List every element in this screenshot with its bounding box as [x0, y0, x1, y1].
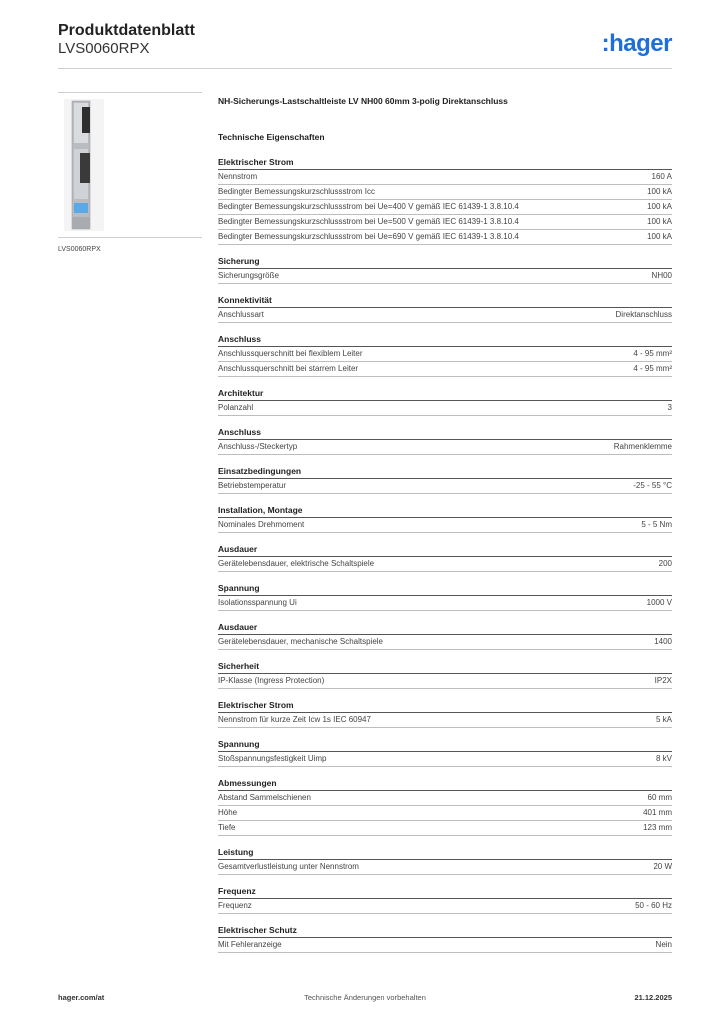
spec-label: Nominales Drehmoment — [218, 520, 305, 529]
spec-row — [218, 308, 672, 323]
footer-date: 21.12.2025 — [634, 993, 672, 1002]
spec-row — [218, 860, 672, 875]
spec-row — [218, 170, 672, 185]
spec-value: 100 kA — [647, 187, 672, 196]
spec-label: Gerätelebensdauer, mechanische Schaltspiele — [218, 637, 383, 646]
spec-label: Anschlussquerschnitt bei flexiblem Leiter — [218, 349, 363, 358]
spec-label: Frequenz — [218, 901, 252, 910]
spec-group — [218, 885, 672, 924]
spec-group-title: Konnektivität — [218, 294, 672, 308]
product-code: LVS0060RPX — [58, 40, 150, 57]
spec-value: -25 - 55 °C — [633, 481, 672, 490]
spec-label: Anschlussquerschnitt bei starrem Leiter — [218, 364, 359, 373]
spec-label: Betriebstemperatur — [218, 481, 287, 490]
spec-content — [218, 96, 672, 963]
spec-row — [218, 791, 672, 806]
spec-value: IP2X — [654, 676, 672, 685]
section-heading: Technische Eigenschaften — [218, 132, 325, 142]
spec-row — [218, 347, 672, 362]
spec-value: 100 kA — [647, 217, 672, 226]
spec-label: Tiefe — [218, 823, 236, 832]
spec-value: 3 — [667, 403, 672, 412]
spec-group-title: Abmessungen — [218, 777, 672, 791]
spec-group — [218, 465, 672, 504]
spec-row — [218, 479, 672, 494]
spec-group — [218, 387, 672, 426]
spec-label: Anschluss-/Steckertyp — [218, 442, 298, 451]
spec-group — [218, 846, 672, 885]
spec-group-title: Frequenz — [218, 885, 672, 899]
spec-group-title: Leistung — [218, 846, 672, 860]
spec-label: Bedingter Bemessungskurzschlussstrom bei Ue=400 V gemäß IEC 61439-1 3.8.10.4 — [218, 202, 519, 211]
spec-row — [218, 596, 672, 611]
spec-value: 60 mm — [647, 793, 672, 802]
image-caption: LVS0060RPX — [58, 246, 101, 253]
spec-value: 1400 — [654, 637, 672, 646]
spec-label: Abstand Sammelschienen — [218, 793, 311, 802]
spec-value: Nein — [655, 940, 672, 949]
spec-row — [218, 215, 672, 230]
spec-group — [218, 333, 672, 387]
spec-value: Rahmenklemme — [613, 442, 672, 451]
spec-label: Polanzahl — [218, 403, 254, 412]
spec-label: Nennstrom — [218, 172, 258, 181]
product-description: NH-Sicherungs-Lastschaltleiste LV NH00 60mm 3-polig Direktanschluss — [218, 96, 508, 106]
spec-row — [218, 806, 672, 821]
spec-row — [218, 938, 672, 953]
spec-value: 401 mm — [643, 808, 672, 817]
spec-group — [218, 660, 672, 699]
spec-value: 5 kA — [655, 715, 672, 724]
spec-value: 100 kA — [647, 232, 672, 241]
spec-value: 4 - 95 mm² — [633, 364, 672, 373]
spec-group — [218, 621, 672, 660]
spec-row — [218, 269, 672, 284]
spec-group-title: Einsatzbedingungen — [218, 465, 672, 479]
spec-label: Bedingter Bemessungskurzschlussstrom bei Ue=500 V gemäß IEC 61439-1 3.8.10.4 — [218, 217, 519, 226]
spec-value: 100 kA — [647, 202, 672, 211]
spec-value: 20 W — [653, 862, 672, 871]
spec-group — [218, 255, 672, 294]
spec-group — [218, 924, 672, 963]
spec-row — [218, 899, 672, 914]
spec-group-title: Anschluss — [218, 333, 672, 347]
spec-row — [218, 752, 672, 767]
spec-value: 1000 V — [646, 598, 672, 607]
product-image — [58, 92, 202, 238]
spec-group-title: Elektrischer Schutz — [218, 924, 672, 938]
spec-row — [218, 674, 672, 689]
spec-value: 123 mm — [643, 823, 672, 832]
footer-notice: Technische Änderungen vorbehalten — [304, 993, 426, 1002]
spec-label: Nennstrom für kurze Zeit Icw 1s IEC 60947 — [218, 715, 371, 724]
spec-value: NH00 — [651, 271, 672, 280]
spec-label: Anschlussart — [218, 310, 264, 319]
spec-group-title: Spannung — [218, 582, 672, 596]
spec-group-title: Elektrischer Strom — [218, 156, 672, 170]
spec-label: Isolationsspannung Ui — [218, 598, 297, 607]
spec-label: Sicherungsgröße — [218, 271, 279, 280]
spec-group — [218, 543, 672, 582]
hager-logo: :hager — [601, 30, 672, 57]
spec-value: 8 kV — [655, 754, 672, 763]
spec-label: Bedingter Bemessungskurzschlussstrom Icc — [218, 187, 375, 196]
spec-group-title: Ausdauer — [218, 621, 672, 635]
page-header — [58, 22, 672, 69]
spec-label: Bedingter Bemessungskurzschlussstrom bei Ue=690 V gemäß IEC 61439-1 3.8.10.4 — [218, 232, 519, 241]
spec-group-title: Anschluss — [218, 426, 672, 440]
spec-label: IP-Klasse (Ingress Protection) — [218, 676, 325, 685]
spec-group — [218, 738, 672, 777]
spec-group-title: Architektur — [218, 387, 672, 401]
spec-row — [218, 713, 672, 728]
spec-group — [218, 582, 672, 621]
spec-value: Direktanschluss — [615, 310, 672, 319]
spec-label: Mit Fehleranzeige — [218, 940, 282, 949]
spec-row — [218, 185, 672, 200]
spec-row — [218, 635, 672, 650]
document-title: Produktdatenblatt — [58, 22, 195, 39]
spec-group — [218, 426, 672, 465]
spec-row — [218, 362, 672, 377]
spec-value: 50 - 60 Hz — [635, 901, 672, 910]
page-footer — [58, 993, 672, 1013]
spec-row — [218, 401, 672, 416]
spec-value: 160 A — [651, 172, 672, 181]
spec-row — [218, 557, 672, 572]
footer-website: hager.com/at — [58, 993, 105, 1002]
spec-group-title: Elektrischer Strom — [218, 699, 672, 713]
spec-group-title: Ausdauer — [218, 543, 672, 557]
spec-group — [218, 156, 672, 255]
spec-group-title: Sicherheit — [218, 660, 672, 674]
spec-label: Stoßspannungsfestigkeit Uimp — [218, 754, 327, 763]
spec-group — [218, 294, 672, 333]
spec-group — [218, 504, 672, 543]
spec-group — [218, 699, 672, 738]
spec-group-title: Spannung — [218, 738, 672, 752]
spec-row — [218, 821, 672, 836]
spec-label: Höhe — [218, 808, 238, 817]
spec-row — [218, 440, 672, 455]
spec-group-title: Installation, Montage — [218, 504, 672, 518]
spec-row — [218, 230, 672, 245]
spec-groups — [218, 156, 672, 963]
spec-row — [218, 200, 672, 215]
spec-value: 4 - 95 mm² — [633, 349, 672, 358]
spec-group — [218, 777, 672, 846]
spec-value: 5 - 5 Nm — [641, 520, 672, 529]
spec-label: Gesamtverlustleistung unter Nennstrom — [218, 862, 359, 871]
product-image-panel — [58, 92, 202, 253]
spec-label: Gerätelebensdauer, elektrische Schaltspiele — [218, 559, 375, 568]
spec-row — [218, 518, 672, 533]
spec-value: 200 — [658, 559, 672, 568]
spec-group-title: Sicherung — [218, 255, 672, 269]
